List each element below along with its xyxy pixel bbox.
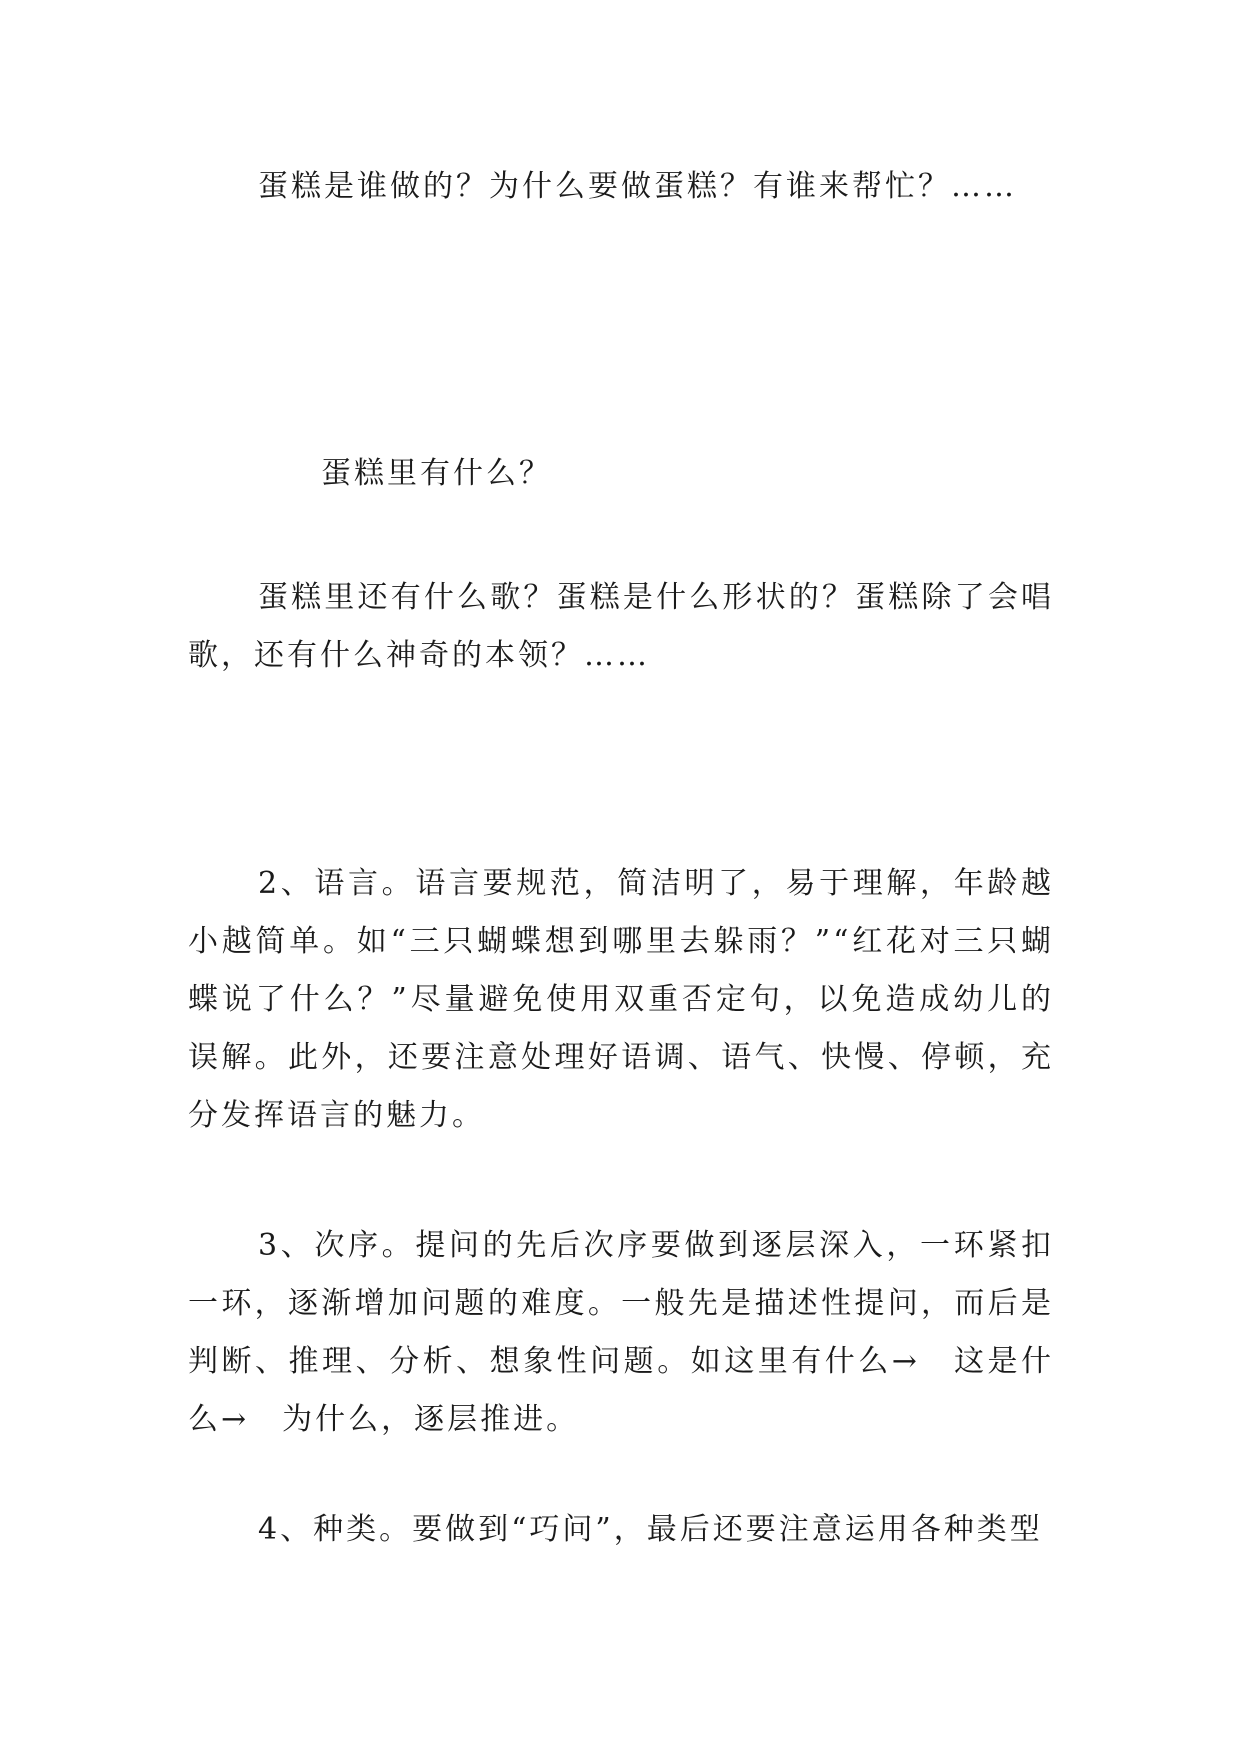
paragraph-whats-in-cake: 蛋糕里有什么？ <box>321 456 552 491</box>
paragraph-cake-questions: 蛋糕是谁做的？为什么要做蛋糕？有谁来帮忙？…… <box>258 169 1017 204</box>
paragraph-cake-abilities: 蛋糕里还有什么歌？蛋糕是什么形状的？蛋糕除了会唱歌，还有什么神奇的本领？…… <box>188 580 1054 673</box>
paragraph-language: 2、语言。语言要规范，简洁明了，易于理解，年龄越小越简单。如“三只蝴蝶想到哪里去躲雨？”“红花对三只蝴蝶说了什么？”尽量避免使用双重否定句，以免造成幼儿的误解。此外，还要注意处理好语调、语气、快慢、停顿，充分发挥语言的魅力。 <box>188 866 1054 1133</box>
paragraph-order: 3、次序。提问的先后次序要做到逐层深入，一环紧扣一环，逐渐增加问题的难度。一般先是描述性提问，而后是判断、推理、分析、想象性问题。如这里有什么→ 这是什么→ 为什么，逐层推进。 <box>188 1228 1054 1437</box>
paragraph-types: 4、种类。要做到“巧问”，最后还要注意运用各种类型 <box>258 1512 1043 1547</box>
